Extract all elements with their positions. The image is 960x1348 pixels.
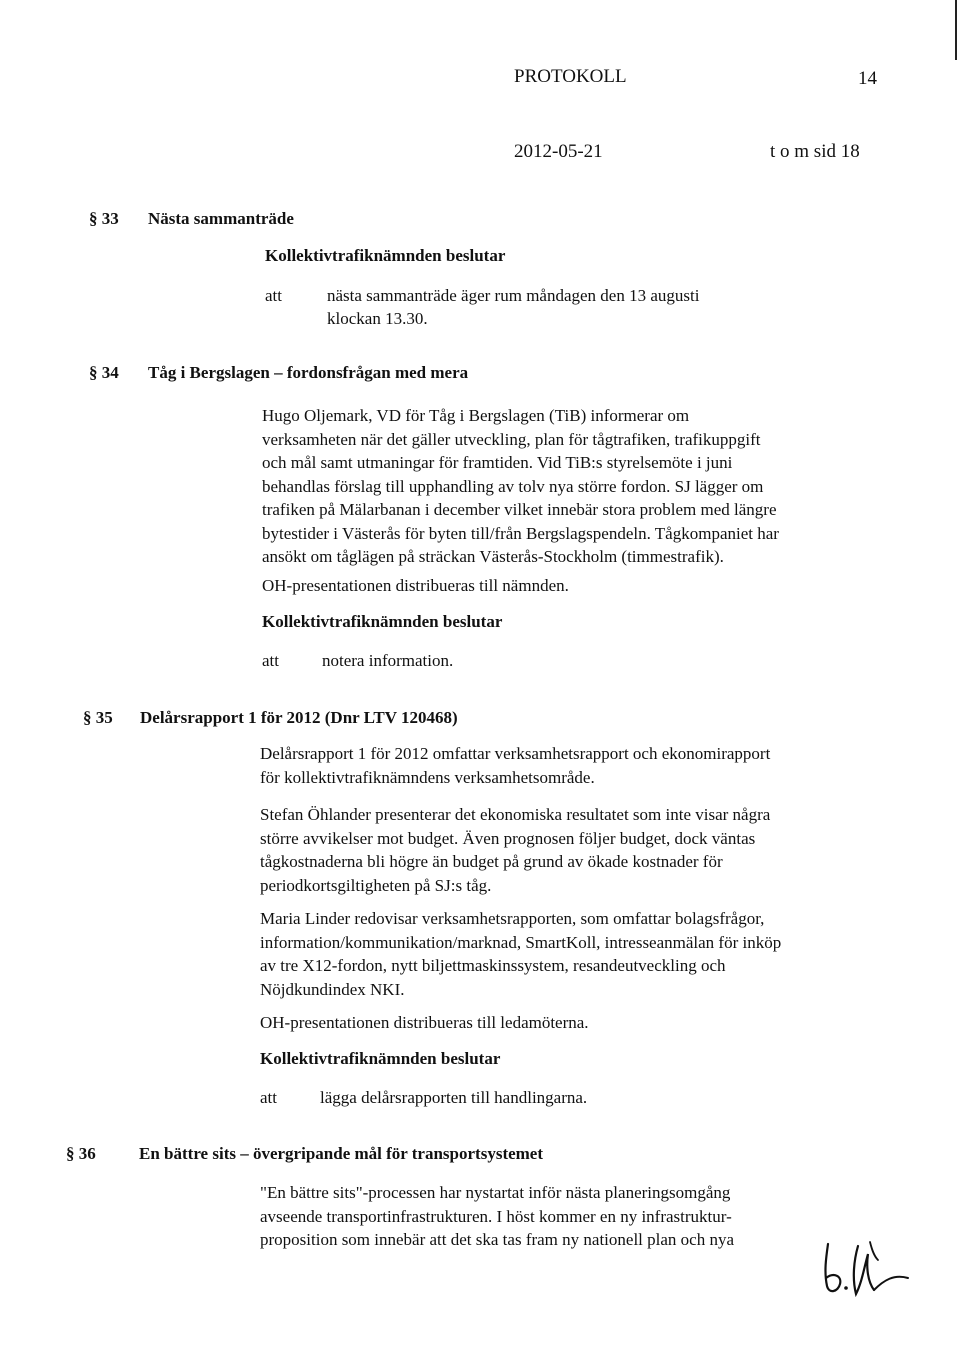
text-line: och mål samt utmaningar för framtiden. Vid TiB:s styrelsemöte i juni <box>262 453 733 472</box>
decision-label-34: att <box>262 651 279 670</box>
text-line: behandlas förslag till upphandling av tolv nya större fordon. SJ lägger om <box>262 476 764 496</box>
paragraph-tib-info <box>262 404 779 569</box>
doc-date: 2012-05-21 <box>514 141 603 162</box>
doc-type: PROTOKOLL <box>514 66 627 87</box>
text-line: större avvikelser mot budget. Även prognosen följer budget, dock väntas <box>260 828 756 848</box>
section-number-36: § 36 <box>66 1144 96 1163</box>
text-line: Hugo Oljemark, VD för Tåg i Bergslagen (TiB) informerar om <box>262 406 690 425</box>
text-line: för kollektivtrafiknämndens verksamhetsområde. <box>260 767 595 787</box>
text-line: periodkortsgiltigheten på SJ:s tåg. <box>260 875 492 895</box>
section-number-34: § 34 <box>89 363 119 382</box>
decision-heading-34: Kollektivtrafiknämnden beslutar <box>262 612 503 631</box>
paragraph-report-scope <box>260 742 770 789</box>
text-line: avseende transportinfrastrukturen. I höst kommer en ny infrastruktur- <box>260 1206 732 1226</box>
text-line: bytestider i Västerås för byten till/från Bergslagspendeln. Tågkompaniet har <box>262 523 779 543</box>
paragraph-oh-distribution: OH-presentationen distribueras till ledamöterna. <box>260 1013 589 1032</box>
decision-text-35: lägga delårsrapporten till handlingarna. <box>320 1088 588 1107</box>
text-line: Maria Linder redovisar verksamhetsrapporten, som omfattar bolagsfrågor, <box>260 909 765 928</box>
decision-text-34: notera information. <box>322 651 454 670</box>
decision-heading-33: Kollektivtrafiknämnden beslutar <box>265 246 506 265</box>
text-line: av tre X12-fordon, nytt biljettmaskinssystem, resandeutveckling och <box>260 956 726 975</box>
decision-text-33-line1: nästa sammanträde äger rum måndagen den 13 augusti <box>327 286 700 305</box>
section-title-34: Tåg i Bergslagen – fordonsfrågan med mera <box>148 363 469 382</box>
decision-label-35: att <box>260 1088 277 1107</box>
section-title-36: En bättre sits – övergripande mål för transportsystemet <box>139 1144 544 1163</box>
section-number-33: § 33 <box>89 209 119 228</box>
section-number-35: § 35 <box>83 708 113 727</box>
text-line: proposition som innebär att det ska tas fram ny nationell plan och nya <box>260 1230 734 1249</box>
decision-label-33: att <box>265 286 282 305</box>
decision-text-33-line2: klockan 13.30. <box>327 309 428 328</box>
text-line: trafiken på Mälarbanan i december vilket innebär stora problem med längre <box>262 500 777 519</box>
page-edge-mark <box>955 0 957 60</box>
paragraph-economic-result <box>260 803 770 897</box>
page-range-ref: t o m sid 18 <box>770 141 860 162</box>
text-line: Delårsrapport 1 för 2012 omfattar verksamhetsrapport och ekonomirapport <box>260 744 771 763</box>
text-line: "En bättre sits"-processen har nystartat inför nästa planeringsomgång <box>260 1183 731 1202</box>
text-line: Nöjdkundindex NKI. <box>260 979 405 999</box>
paragraph-operations-report <box>260 907 781 1001</box>
section-title-33: Nästa sammanträde <box>148 209 294 228</box>
text-line: Stefan Öhlander presenterar det ekonomiska resultatet som inte visar några <box>260 805 771 824</box>
page-number: 14 <box>858 68 877 89</box>
paragraph-oh-presentation: OH-presentationen distribueras till nämnden. <box>262 576 569 595</box>
paragraph-better-seat <box>260 1181 734 1252</box>
text-line: tågkostnaderna bli högre än budget på grund av ökade kostnader för <box>260 852 723 871</box>
text-line: verksamheten när det gäller utveckling, plan för tågtrafiken, trafikuppgift <box>262 429 761 449</box>
section-title-35: Delårsrapport 1 för 2012 (Dnr LTV 120468) <box>140 708 458 727</box>
text-line: ansökt om tåglägen på sträckan Västerås-Stockholm (timmestrafik). <box>262 547 724 566</box>
text-line: information/kommunikation/marknad, SmartKoll, intresseanmälan för inköp <box>260 932 782 952</box>
decision-heading-35: Kollektivtrafiknämnden beslutar <box>260 1049 501 1068</box>
handwritten-initials-signature <box>818 1238 914 1302</box>
